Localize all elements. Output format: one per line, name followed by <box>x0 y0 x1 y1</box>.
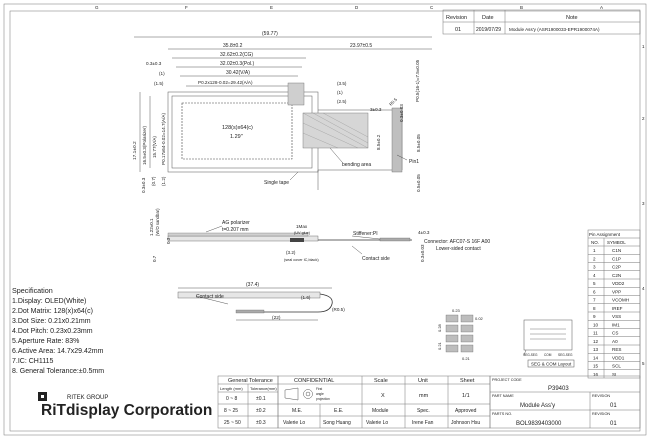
side-stiffener <box>380 238 410 241</box>
border-columns <box>95 5 603 10</box>
unit-value: mm <box>419 393 429 399</box>
cg-outline <box>172 96 312 168</box>
border-rows <box>642 44 645 366</box>
pin-number: 1 <box>593 248 596 253</box>
sheet-header: Sheet <box>460 378 475 384</box>
revision-table <box>443 10 640 34</box>
pin-symbol: IREF <box>612 305 623 311</box>
spec-item: 6.Active Area: 14.7x29.42mm <box>12 348 104 355</box>
pin-number: 14 <box>593 355 599 361</box>
tolerance-range: 25 ~ 50 <box>224 420 241 426</box>
scale-header: Scale <box>374 378 388 384</box>
spec-item: 8. General Tolerance:±0.5mm <box>12 368 105 375</box>
specification <box>12 286 104 375</box>
dim-va-height: 15.77(V/A) <box>152 136 157 158</box>
uv-glue-label: (UV glue) <box>294 231 311 235</box>
spec-item: 2.Dot Matrix: 128(x)x64(c) <box>12 308 93 315</box>
dim-fpc-1: (1) <box>337 90 343 95</box>
revision-value-bottom: 01 <box>610 421 617 427</box>
side-view <box>149 208 490 262</box>
pin-number: 6 <box>593 289 596 295</box>
side-dim-total: 1.22±0.1 <box>149 218 154 236</box>
pin-symbol: VDD1 <box>612 355 625 361</box>
signer-ee: Song Huang <box>323 420 351 426</box>
side-ic <box>290 238 304 242</box>
bent-view <box>178 282 345 321</box>
spec-item: 1.Display: OLED(White) <box>12 298 87 305</box>
pin-number: 13 <box>593 347 599 352</box>
revision-value: 01 <box>455 27 462 33</box>
signer-approved: Johnson Hsu <box>451 420 481 426</box>
spec-item: 7.IC: CH1115 <box>12 358 54 365</box>
tolerance-value: ±0.2 <box>256 408 266 414</box>
note-header: Note <box>566 15 578 21</box>
side-dim-stiff: 4±0.3 <box>418 230 430 235</box>
pad-dim-023: 0.23 <box>452 308 460 313</box>
pin1-label: Pin1 <box>409 159 420 165</box>
confidential-label: CONFIDENTIAL <box>294 378 335 384</box>
border-row-2: 2 <box>642 116 645 121</box>
pad-dim-021b: 0.21 <box>462 356 470 361</box>
border-col-a: A <box>600 5 604 10</box>
bent-dim-374: (37.4) <box>246 282 260 288</box>
part-name-label: PART NAME <box>492 394 514 398</box>
revision-label-top: REVISION <box>592 394 611 398</box>
spec-title: Specification <box>12 286 53 295</box>
pin-number: 7 <box>593 297 596 303</box>
tolerance-header-length: Length (mm) <box>220 386 243 391</box>
tolerance-header-tol: Tolerance(mm) <box>250 386 277 391</box>
dim-va-width: 30.42(V/A) <box>226 70 250 76</box>
dim-overall-width: (59.77) <box>262 31 278 37</box>
sheet-value: 1/1 <box>462 393 470 399</box>
pin-header-symbol: SYMBOL <box>607 240 626 245</box>
pin-number: 2 <box>593 256 596 262</box>
border-col-b: B <box>520 5 524 10</box>
seg-com-label: SEG & COM Layout <box>531 361 572 367</box>
pin-number: 4 <box>593 272 596 278</box>
connector-label: Connector: AFC07-S 16F A00 <box>424 239 491 245</box>
role-ee: E.E. <box>334 408 344 414</box>
parts-no-label: PARTS NO. <box>492 412 513 416</box>
pin-number: 8 <box>593 305 596 311</box>
pad-dim-028: 0.28 <box>437 324 442 332</box>
dim-bottom-12: (1.2) <box>161 176 166 186</box>
border-row-3: 3 <box>642 201 645 206</box>
tolerance-title: General Tolerance <box>228 378 273 384</box>
pin-number: 11 <box>593 330 598 336</box>
pin-symbol: C1N <box>612 248 622 253</box>
bent-dim-r05: (R0.5) <box>332 307 345 312</box>
logo-group: RITEK GROUP <box>67 395 109 401</box>
bent-stiffener <box>236 310 264 313</box>
uv-max-label: 1Max <box>296 224 308 229</box>
border-row-1: 1 <box>642 44 645 49</box>
pin-title: Pin Assignment <box>589 232 621 237</box>
spec-item: 3.Dot Size: 0.21x0.21mm <box>12 318 91 325</box>
border-col-f: F <box>185 5 188 10</box>
dim-tail-r: R0.5 <box>388 96 398 107</box>
spec-item: 5.Aperture Rate: 83% <box>12 338 80 345</box>
unit-header: Unit <box>418 378 428 384</box>
pin-header-no: NO. <box>591 240 600 245</box>
dim-bottom-03: 0.3±0.3 <box>141 177 146 193</box>
dim-fpc-25: (2.5) <box>337 99 347 104</box>
border-col-d: D <box>355 5 359 10</box>
pin-number: 9 <box>593 314 596 319</box>
ic-hatch-area <box>288 83 304 105</box>
side-polarizer <box>168 233 308 236</box>
pad-dim-021: 0.21 <box>437 342 442 350</box>
dim-left-gap-1: (1) <box>159 71 165 76</box>
projection-text: First <box>316 387 323 391</box>
pin-number: 12 <box>593 338 599 344</box>
seg-range-right: SEG-SEG <box>558 353 573 357</box>
tolerance-value: ±0.3 <box>256 420 266 426</box>
pin-symbol: IM1 <box>612 322 620 328</box>
dim-fpc-width: 8.5±0.2 <box>376 134 381 150</box>
dim-pin-pitch: P0.5(16-1)=7.5±0.05 <box>415 59 420 102</box>
tolerance-range: 0 ~ 8 <box>226 396 238 402</box>
pin-symbol: CS <box>612 330 619 336</box>
bent-dim-16: (1.6) <box>301 295 311 300</box>
pin-symbol: VCOMH <box>612 297 630 303</box>
signer-module: Valerie Lo <box>366 420 389 426</box>
dim-cg-height: 16.5±0.3(Polarizer) <box>142 125 147 165</box>
ag-thickness-label: t=0.207 mm <box>222 227 249 233</box>
revision-header: Revision <box>446 15 468 21</box>
pin-symbol: VDD2 <box>612 281 625 286</box>
tolerance-range: 8 ~ 25 <box>224 408 239 414</box>
revision-note: Module Ass'y (ASR1900033-EPR1900074A) <box>509 27 600 32</box>
role-approved: Approved <box>455 408 477 414</box>
dim-panel-width: 35.8±0.2 <box>223 43 243 49</box>
border-col-e: E <box>270 5 274 10</box>
role-me: M.E. <box>292 408 303 414</box>
pin-number: 15 <box>593 363 599 369</box>
ag-polarizer-label: AG polarizer <box>222 220 250 226</box>
dim-pol-width: 32.02±0.3(Pol.) <box>220 61 255 67</box>
dim-tail-05: 0.5±0.05 <box>416 174 421 192</box>
inner-frame <box>10 11 640 431</box>
pad-detail <box>437 308 574 367</box>
pin-symbol: SCL <box>612 363 621 369</box>
parts-no-value: BOL9839403000 <box>516 421 562 427</box>
display-resolution-label: 128(s)x64(c) <box>222 125 253 131</box>
dim-fpc-length: 23.97±0.5 <box>350 43 373 49</box>
pin-number: 3 <box>593 264 596 270</box>
role-spec: Spec. <box>417 408 430 414</box>
revision-label-bottom: REVISION <box>592 412 611 416</box>
pin-number: 5 <box>593 281 596 286</box>
dim-left-gap-outer: 0.3±0.3 <box>146 61 162 66</box>
dim-tail-3: 3±0.3 <box>370 107 382 112</box>
dim-fpc-35: (3.5) <box>337 81 347 86</box>
projection-circle-icon <box>304 390 313 399</box>
seg-range-com: COM <box>544 353 552 357</box>
tolerance-value: ±0.1 <box>256 396 266 402</box>
pin-symbol: VPP <box>612 289 622 295</box>
role-module: Module <box>372 408 389 414</box>
project-code-value: P39403 <box>548 386 569 392</box>
pin-symbol: A0 <box>612 338 618 344</box>
side-dim-03: 0.3 <box>166 237 171 244</box>
bent-dim-22: (22) <box>272 316 281 321</box>
bent-contact-side-label: Contact side <box>196 294 224 300</box>
logo-company: RiTdisplay Corporation <box>41 402 213 419</box>
border-row-4: 4 <box>642 286 645 291</box>
side-dim-03b: 0.3±0.03 <box>420 244 425 262</box>
date-header: Date <box>482 15 494 21</box>
pin-symbol: RES <box>612 347 622 352</box>
seal-cover-label: (seal cover IC,black) <box>284 258 319 262</box>
seg-range-left: SEG-SEG <box>523 353 538 357</box>
revision-date: 2019/07/29 <box>476 27 502 33</box>
dim-fpc-width2: 8.5±0.05 <box>416 134 421 152</box>
revision-value-top: 01 <box>610 403 617 409</box>
seg-com-layout-box <box>524 320 572 350</box>
dim-pitch-width: P0.2x128-0.02=29.42(A/A) <box>198 80 253 85</box>
pin-number: 16 <box>593 371 599 377</box>
dim-cg-width: 32.62±0.2(CG) <box>220 52 254 58</box>
dim-pitch-height: P0.17x64-0.02=14.7(A/A) <box>161 113 166 165</box>
contact-side-label: Contact side <box>362 256 390 262</box>
pin-symbol: C2N <box>612 272 622 278</box>
stiffener-label: Stiffener:PI <box>353 231 378 237</box>
side-dim-wo-sandbar: (W/O sandbar) <box>155 208 160 236</box>
signer-spec: Irene Fan <box>412 420 434 426</box>
projection-text: projection <box>316 397 330 401</box>
scale-value: X <box>381 393 385 399</box>
border-col-g: G <box>95 5 99 10</box>
pin-symbol: C1P <box>612 256 621 262</box>
side-dim-07: 0.7 <box>152 255 157 262</box>
pin-symbol: VSS <box>612 314 622 319</box>
projection-text: angle <box>316 392 324 396</box>
pin-symbol: SI <box>612 371 617 377</box>
dim-panel-height: 17.1±0.2 <box>133 141 138 160</box>
border-col-c: C <box>430 5 434 10</box>
spec-item: 4.Dot Pitch: 0.23x0.23mm <box>12 328 93 335</box>
pin-number: 10 <box>593 322 599 328</box>
projection-cone-icon <box>285 388 298 400</box>
bending-area-label: bending area <box>342 162 372 168</box>
display-size-label: 1.29" <box>230 134 243 140</box>
pin-assignment-table <box>588 230 640 378</box>
single-tape-label: Single tape <box>264 180 290 186</box>
pin-symbol: C2P <box>612 264 621 270</box>
active-area <box>182 103 292 159</box>
dim-bottom-07: (0.7) <box>151 176 156 186</box>
connector-sub-label: Lower-sided contact <box>436 246 481 252</box>
side-dim-32: (3.2) <box>286 250 296 255</box>
title-block <box>38 376 640 428</box>
part-name-value: Module Ass'y <box>520 403 556 409</box>
dim-left-gap-15: (1.5) <box>154 81 164 86</box>
front-view <box>132 31 432 193</box>
pad-dim-002: 0.02 <box>475 316 483 321</box>
signer-me: Valerie Lo <box>283 420 306 426</box>
dim-tail-03: 0.3±0.03 <box>399 104 404 122</box>
border-row-5: 5 <box>642 361 645 366</box>
project-code-label: PROJECT CODE <box>492 378 522 382</box>
